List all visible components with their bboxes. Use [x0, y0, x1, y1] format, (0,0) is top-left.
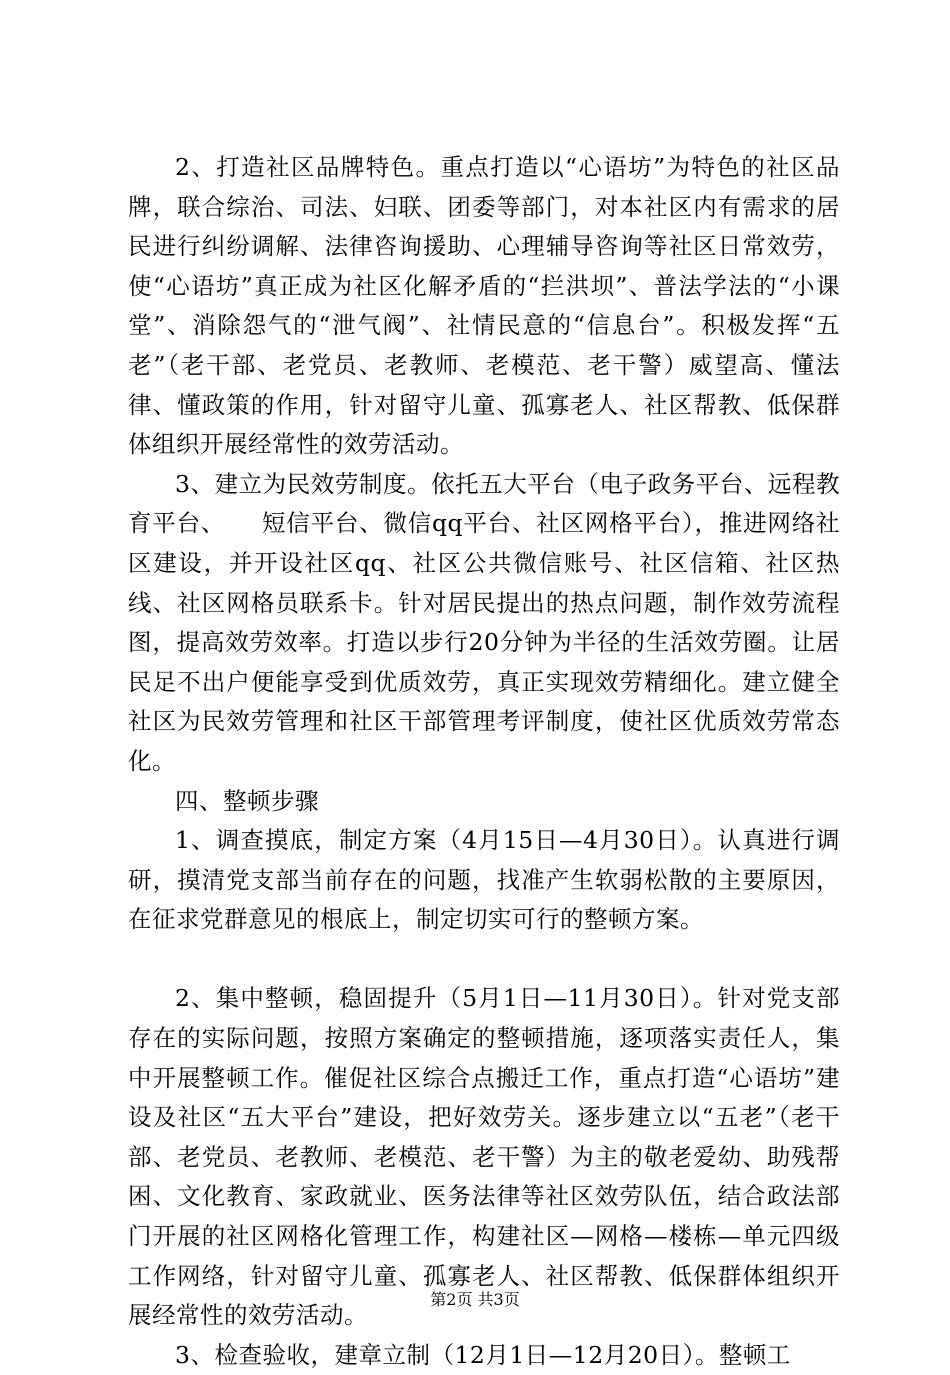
section-heading: 四、整顿步骤	[175, 786, 319, 815]
paragraph-service-system: 3、建立为民效劳制度。依托五大平台（电子政务平台、远程教育平台、 短信平台、微信qq平台、社区网格平台），推进网络社区建设，并开设社区qq、社区公共微信账号、社区信箱、社区热线、社区网格员联系卡。针对居民提出的热点问题，制作效劳流程图，提高效劳效率。打造以步行20分钟为半径的生活效劳圈。让居民足不出户便能享受到优质效劳，真正实现效劳精细化。建立健全社区为民效劳管理和社区干部管理考评制度，使社区优质效劳常态化。	[128, 469, 840, 775]
paragraph-spacer	[128, 940, 840, 980]
paragraph-brand-feature: 2、打造社区品牌特色。重点打造以“心语坊”为特色的社区品牌，联合综治、司法、妇联、团委等部门，对本社区内有需求的居民进行纠纷调解、法律咨询援助、心理辅导咨询等社区日常效劳，使“心语坊”真正成为社区化解矛盾的“拦洪坝”、普法学法的“小课堂”、消除怨气的“泄气阀”、社情民意的“信息台”。积极发挥“五老”（老干部、老党员、老教师、老模范、老干警）威望高、懂法律、懂政策的作用，针对留守儿童、孤寡老人、社区帮教、低保群体组织开展经常性的效劳活动。	[128, 153, 840, 459]
step-survey: 1、调查摸底，制定方案（4月15日—4月30日）。认真进行调研，摸清党支部当前存在的问题，找准产生软弱松散的主要原因，在征求党群意见的根底上，制定切实可行的整顿方案。	[128, 826, 840, 934]
step-rectification: 2、集中整顿，稳固提升（5月1日—11月30日）。针对党支部存在的实际问题，按照方案确定的整顿措施，逐项落实责任人，集中开展整顿工作。催促社区综合点搬迁工作，重点打造“心语坊”建设及社区“五大平台”建设，把好效劳关。逐步建立以“五老”（老干部、老党员、老教师、老模范、老干警）为主的敬老爱幼、助残帮困、文化教育、家政就业、医务法律等社区效劳队伍，结合政法部门开展的社区网格化管理工作，构建社区—网格—楼栋—单元四级工作网络，针对留守儿童、孤寡老人、社区帮教、低保群体组织开展经常性的效劳活动。	[128, 984, 840, 1330]
page-number-footer: 第2页 共3页	[430, 1290, 520, 1309]
step-inspection: 3、检查验收，建章立制（12月1日—12月20日）。整顿工	[175, 1340, 791, 1369]
document-body	[128, 148, 840, 1375]
